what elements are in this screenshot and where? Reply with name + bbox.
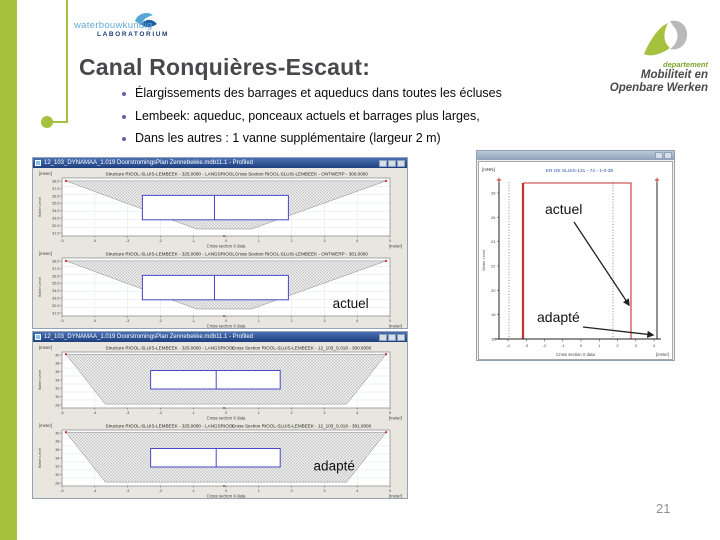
svg-text:-5: -5 bbox=[60, 239, 64, 243]
svg-text:40: 40 bbox=[55, 431, 60, 436]
minimize-button[interactable] bbox=[379, 334, 387, 341]
accent-bar bbox=[0, 0, 17, 540]
svg-text:24: 24 bbox=[491, 239, 496, 245]
window-titlebar[interactable] bbox=[477, 151, 674, 160]
window-titlebar[interactable] bbox=[33, 158, 407, 168]
svg-text:28: 28 bbox=[55, 403, 60, 408]
cross-section-chart bbox=[36, 421, 404, 499]
svg-text:34: 34 bbox=[55, 378, 60, 383]
svg-text:5: 5 bbox=[388, 239, 392, 243]
svg-text:0: 0 bbox=[224, 411, 228, 415]
svg-text:32.5: 32.5 bbox=[52, 304, 60, 308]
svg-text:37.5: 37.5 bbox=[52, 266, 60, 271]
window-cross-sections-adapte bbox=[32, 331, 408, 499]
cross-section-plot-adapte-300 bbox=[36, 343, 404, 421]
svg-text:3: 3 bbox=[323, 239, 326, 243]
maximize-button[interactable] bbox=[388, 334, 396, 341]
plot-title-cross-section: Cross Section RIOOL-SLUIS-LEMBEEK - ONTWERP - 300.0000 bbox=[234, 171, 368, 177]
accent-dot bbox=[41, 116, 53, 128]
y-axis-label: Water Level bbox=[38, 196, 42, 218]
svg-text:-4: -4 bbox=[93, 411, 97, 415]
comparison-chart bbox=[479, 162, 672, 359]
culvert-box bbox=[142, 275, 288, 299]
y-unit-label: [meter] bbox=[39, 251, 53, 256]
svg-text:5: 5 bbox=[388, 411, 392, 415]
actuel-arrow bbox=[574, 222, 629, 305]
x-axis-label: Cross section X data bbox=[206, 415, 246, 421]
svg-text:34: 34 bbox=[55, 456, 60, 461]
svg-text:32.5: 32.5 bbox=[52, 224, 60, 228]
svg-text:-5: -5 bbox=[60, 411, 64, 415]
bullet-item bbox=[122, 86, 562, 100]
svg-text:35.5: 35.5 bbox=[52, 281, 60, 286]
window-cross-sections-actuel bbox=[32, 157, 408, 329]
svg-text:16: 16 bbox=[491, 336, 496, 342]
svg-text:30: 30 bbox=[55, 473, 60, 478]
y-unit-label: [meter] bbox=[39, 345, 53, 350]
svg-text:32: 32 bbox=[55, 386, 60, 391]
departement-label: departement bbox=[662, 60, 708, 69]
actuel-annotation: actuel bbox=[545, 201, 583, 217]
svg-text:-4: -4 bbox=[506, 343, 510, 348]
svg-text:2: 2 bbox=[290, 239, 293, 243]
x-axis-label: Cross section X data bbox=[556, 352, 595, 357]
close-button[interactable] bbox=[397, 160, 405, 167]
plot-title-structure: Structure RIOOL-SLUIS-LEMBEEK - 325.0000 - LANGSRIOOL bbox=[105, 251, 235, 257]
svg-text:-1: -1 bbox=[561, 343, 565, 348]
svg-text:38: 38 bbox=[55, 361, 60, 366]
bullet-marker bbox=[122, 92, 126, 96]
svg-text:1: 1 bbox=[257, 319, 260, 323]
adapte-arrow bbox=[583, 327, 653, 335]
svg-text:32: 32 bbox=[55, 464, 60, 469]
bullet-text: Lembeek: aqueduc, ponceaux actuels et barrages plus larges, bbox=[135, 108, 480, 123]
page-number: 21 bbox=[656, 501, 671, 516]
svg-text:-1: -1 bbox=[191, 319, 195, 323]
cross-section-plot-actuel-381 bbox=[36, 249, 404, 329]
plot-title-structure: Structure RIOOL-SLUIS-LEMBEEK - 325.0000 - LANGSRIOOL bbox=[105, 345, 235, 351]
svg-text:0: 0 bbox=[579, 343, 583, 348]
x-axis-label: Cross section X data bbox=[206, 493, 246, 499]
minimize-button[interactable] bbox=[655, 152, 663, 159]
svg-text:-5: -5 bbox=[60, 319, 64, 323]
departement-pinwheel-icon bbox=[641, 18, 689, 60]
svg-text:-2: -2 bbox=[158, 411, 163, 415]
svg-text:22: 22 bbox=[491, 263, 496, 269]
svg-text:4: 4 bbox=[356, 319, 359, 323]
scenario-annotation: actuel bbox=[332, 295, 369, 311]
y-unit-label: [meter] bbox=[39, 423, 53, 428]
culvert-box bbox=[142, 195, 288, 219]
cross-section-plot-actuel-300 bbox=[36, 169, 404, 249]
svg-text:-3: -3 bbox=[125, 411, 130, 415]
cross-section-plot-adapte-381 bbox=[36, 421, 404, 499]
svg-text:4: 4 bbox=[356, 411, 359, 415]
window-title-text: 12_103_DYNAMAA_1.019 DoorstromingsPlan Zennebekke.mdb11.1 - Profiled bbox=[44, 334, 254, 340]
x-unit-label: [meter] bbox=[655, 352, 669, 357]
scenario-annotation: adapté bbox=[313, 458, 355, 474]
svg-text:38.5: 38.5 bbox=[52, 179, 60, 184]
svg-text:34.5: 34.5 bbox=[52, 209, 60, 214]
svg-text:0: 0 bbox=[224, 489, 228, 493]
x-unit-label: [meter] bbox=[388, 323, 402, 329]
maximize-button[interactable] bbox=[388, 160, 396, 167]
window-titlebar[interactable] bbox=[33, 332, 407, 342]
svg-text:-2: -2 bbox=[542, 343, 547, 348]
bullet-item bbox=[122, 109, 562, 123]
y-unit-label: [meter] bbox=[39, 171, 53, 176]
svg-text:0: 0 bbox=[224, 239, 228, 243]
close-button[interactable] bbox=[664, 152, 672, 159]
svg-text:37.5: 37.5 bbox=[52, 186, 60, 191]
plot-title-structure: Structure RIOOL-SLUIS-LEMBEEK - 325.0000 - LANGSRIOOL bbox=[105, 171, 235, 177]
plot-title-structure: Structure RIOOL-SLUIS-LEMBEEK - 325.0000 - LANGSRIOOL bbox=[105, 423, 235, 429]
svg-text:35.5: 35.5 bbox=[52, 201, 60, 206]
close-button[interactable] bbox=[397, 334, 405, 341]
svg-text:3: 3 bbox=[634, 343, 637, 348]
y-axis-label: Water Level bbox=[481, 249, 486, 272]
window-comparison-plot bbox=[476, 150, 675, 361]
svg-text:28: 28 bbox=[55, 481, 60, 486]
svg-text:33.5: 33.5 bbox=[52, 296, 60, 301]
svg-text:31.5: 31.5 bbox=[52, 311, 60, 316]
svg-text:0: 0 bbox=[224, 319, 228, 323]
svg-text:3: 3 bbox=[323, 489, 326, 493]
svg-text:36: 36 bbox=[55, 448, 60, 453]
svg-text:-1: -1 bbox=[191, 411, 195, 415]
cross-section-chart bbox=[36, 169, 404, 249]
svg-text:-2: -2 bbox=[158, 489, 163, 493]
svg-text:-4: -4 bbox=[93, 239, 97, 243]
bullet-marker bbox=[122, 137, 126, 141]
bullet-text: Élargissements des barrages et aqueducs dans toutes les écluses bbox=[135, 86, 502, 100]
svg-text:-3: -3 bbox=[125, 319, 130, 323]
svg-text:5: 5 bbox=[388, 319, 392, 323]
window-body bbox=[33, 168, 407, 330]
comparison-cross-section-plot bbox=[478, 161, 673, 360]
svg-text:36.5: 36.5 bbox=[52, 194, 60, 199]
culvert-box bbox=[151, 371, 281, 390]
bullet-list bbox=[122, 86, 562, 154]
plot-title-cross-section: Cross Section RIOOL-SLUIS-LEMBEEK - 12_103_S.018 - 300.0000 bbox=[231, 345, 372, 351]
bullet-item bbox=[122, 131, 562, 145]
cross-section-chart bbox=[36, 249, 404, 329]
svg-text:-4: -4 bbox=[93, 319, 97, 323]
plot-title-cross-section: Cross Section RIOOL-SLUIS-LEMBEEK - ONTWERP - 381.0000 bbox=[234, 251, 368, 257]
culvert-box bbox=[151, 449, 281, 468]
svg-text:1: 1 bbox=[257, 489, 260, 493]
svg-text:2: 2 bbox=[290, 319, 293, 323]
svg-text:2: 2 bbox=[290, 411, 293, 415]
svg-text:20: 20 bbox=[491, 287, 496, 293]
svg-text:31.5: 31.5 bbox=[52, 231, 60, 236]
cross-section-chart bbox=[36, 343, 404, 421]
svg-text:3: 3 bbox=[323, 319, 326, 323]
svg-text:34.5: 34.5 bbox=[52, 289, 60, 294]
bullet-marker bbox=[122, 115, 126, 119]
svg-text:36.5: 36.5 bbox=[52, 274, 60, 279]
svg-text:-1: -1 bbox=[191, 239, 195, 243]
x-axis-label: Cross section X data bbox=[206, 323, 246, 329]
svg-text:2: 2 bbox=[616, 343, 619, 348]
window-body bbox=[477, 160, 674, 361]
y-axis-label: Water Level bbox=[38, 447, 42, 469]
svg-text:-2: -2 bbox=[158, 239, 163, 243]
svg-text:1: 1 bbox=[598, 343, 601, 348]
mobiliteit-label: Mobiliteit en bbox=[640, 69, 708, 81]
y-axis-label: Water Level bbox=[38, 276, 42, 298]
svg-text:-5: -5 bbox=[60, 489, 64, 493]
slide-title: Canal Ronquières-Escaut: bbox=[79, 54, 371, 80]
svg-text:40: 40 bbox=[55, 353, 60, 358]
y-axis-label: Water Level bbox=[38, 369, 42, 391]
window-title-text: 12_103_DYNAMAA_1.019 DoorstromingsPlan Zennebekke.mdb11.1 - Profiled bbox=[44, 160, 254, 166]
svg-text:3: 3 bbox=[323, 411, 326, 415]
accent-connector-vline bbox=[66, 0, 68, 122]
svg-text:-1: -1 bbox=[191, 489, 195, 493]
x-unit-label: [meter] bbox=[388, 243, 402, 249]
waterbouwkundig-logo-text: waterbouwkundig bbox=[74, 20, 153, 31]
app-icon bbox=[35, 334, 41, 340]
x-unit-label: [meter] bbox=[388, 415, 402, 421]
svg-text:18: 18 bbox=[491, 312, 496, 318]
svg-text:-3: -3 bbox=[524, 343, 529, 348]
plot-title-cross-section: Cross Section RIOOL-SLUIS-LEMBEEK - 12_103_S.018 - 381.0000 bbox=[231, 423, 372, 429]
svg-text:38.5: 38.5 bbox=[52, 259, 60, 264]
svg-text:-4: -4 bbox=[93, 489, 97, 493]
svg-text:26: 26 bbox=[491, 214, 496, 220]
svg-text:36: 36 bbox=[55, 370, 60, 375]
bullet-text: Dans les autres : 1 vanne supplémentaire (largeur 2 m) bbox=[135, 131, 441, 145]
svg-text:28: 28 bbox=[491, 190, 496, 196]
openbare-werken-label: Openbare Werken bbox=[609, 81, 708, 94]
plot-title: KR GE SLUIS-131 - 74 - 1-0-38 bbox=[545, 169, 614, 174]
svg-text:1: 1 bbox=[257, 411, 260, 415]
minimize-button[interactable] bbox=[379, 160, 387, 167]
y-unit-label: [mNN] bbox=[482, 167, 495, 172]
svg-text:4: 4 bbox=[356, 239, 359, 243]
svg-text:30: 30 bbox=[55, 395, 60, 400]
svg-text:-2: -2 bbox=[158, 319, 163, 323]
svg-text:4: 4 bbox=[356, 489, 359, 493]
svg-text:38: 38 bbox=[55, 439, 60, 444]
svg-text:-3: -3 bbox=[125, 489, 130, 493]
svg-text:2: 2 bbox=[290, 489, 293, 493]
x-unit-label: [meter] bbox=[388, 493, 402, 499]
window-body bbox=[33, 342, 407, 500]
svg-text:1: 1 bbox=[257, 239, 260, 243]
app-icon bbox=[35, 160, 41, 166]
svg-text:33.5: 33.5 bbox=[52, 216, 60, 221]
departement-logo-text bbox=[548, 60, 708, 94]
svg-text:4: 4 bbox=[652, 343, 656, 348]
laboratorium-logo-text: LABORATORIUM bbox=[97, 31, 170, 38]
svg-text:5: 5 bbox=[388, 489, 392, 493]
adapte-annotation: adapté bbox=[537, 309, 580, 325]
x-axis-label: Cross section X data bbox=[206, 243, 246, 249]
svg-text:-3: -3 bbox=[125, 239, 130, 243]
